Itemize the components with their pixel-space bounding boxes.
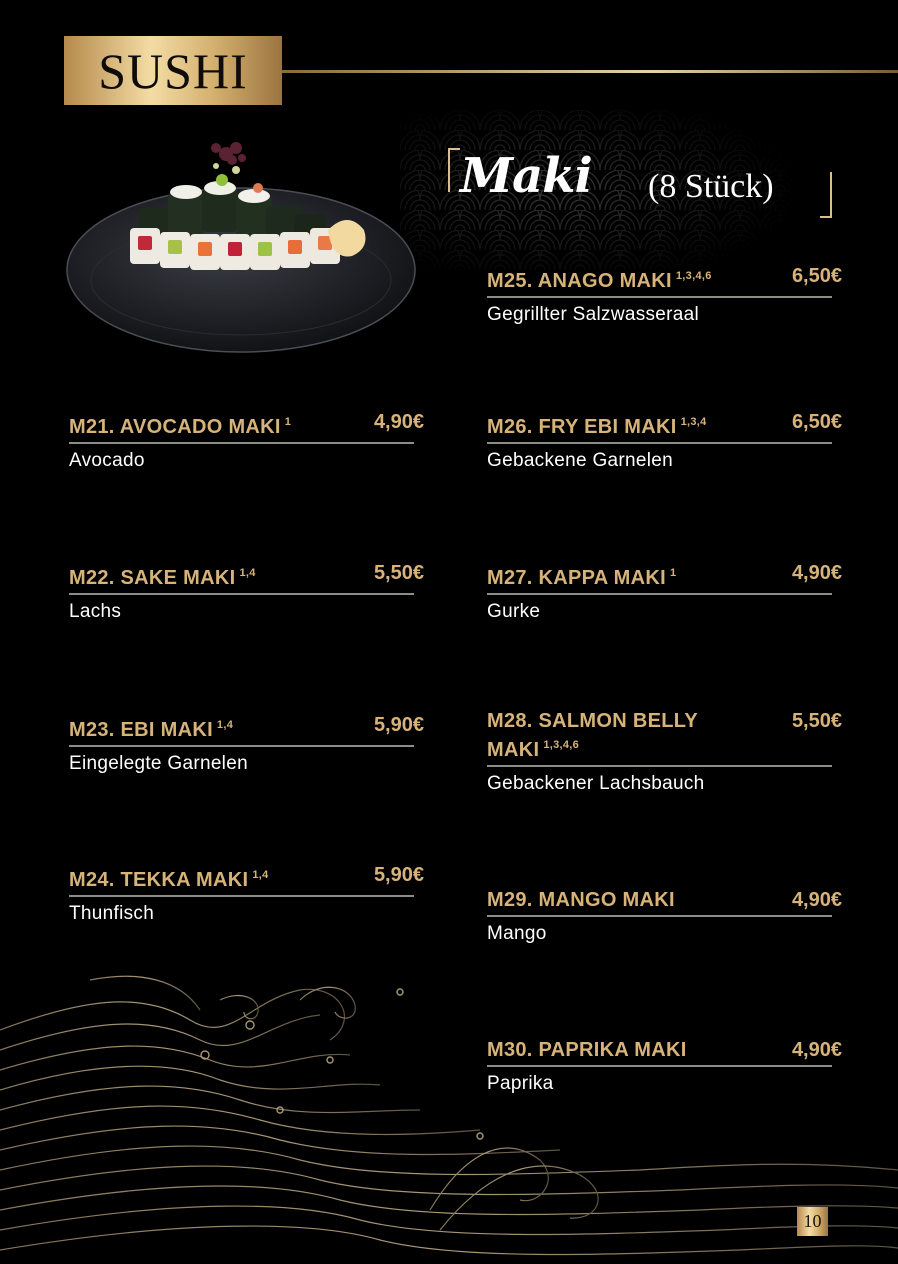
menu-item xyxy=(69,713,424,775)
menu-item-header xyxy=(487,1038,842,1067)
menu-item-price: 4,90€ xyxy=(791,1039,842,1061)
heading-subtitle: (8 Stück) xyxy=(648,168,774,205)
allergen-codes: 1 xyxy=(284,416,292,428)
menu-item-name: M25. ANAGO MAKI $^{1,3,4,6}$ xyxy=(487,270,712,292)
menu-item-name: M30. PAPRIKA MAKI xyxy=(487,1039,687,1061)
menu-item-price: 5,50€ xyxy=(791,710,842,732)
section-title-badge xyxy=(64,36,282,105)
menu-item-price: 6,50€ xyxy=(791,265,842,287)
page-number: 10 xyxy=(797,1207,828,1236)
menu-item-header xyxy=(487,410,842,444)
heading-bracket-left xyxy=(448,148,460,192)
maki-plate-image xyxy=(66,130,416,355)
menu-item-name: M24. TEKKA MAKI $^{1,4}$ xyxy=(69,869,269,891)
menu-item-header xyxy=(487,888,842,917)
menu-item xyxy=(487,410,842,472)
menu-item-description: Lachs xyxy=(69,601,122,622)
menu-item-description: Eingelegte Garnelen xyxy=(69,753,248,774)
menu-item-price: 4,90€ xyxy=(791,562,842,584)
allergen-codes: 1,3,4,6 xyxy=(675,270,712,282)
menu-item-price: 4,90€ xyxy=(791,889,842,911)
menu-item-description: Gurke xyxy=(487,601,541,622)
heading-bracket-right xyxy=(820,172,832,218)
menu-item-name: M22. SAKE MAKI $^{1,4}$ xyxy=(69,567,256,589)
menu-item xyxy=(487,888,842,945)
menu-item-header xyxy=(487,709,842,767)
section-heading xyxy=(448,148,832,218)
menu-item-description: Gebackener Lachsbauch xyxy=(487,773,705,794)
menu-item-name: M27. KAPPA MAKI $^1$ xyxy=(487,567,677,589)
allergen-codes: 1,3,4,6 xyxy=(543,739,580,751)
menu-item-name: M23. EBI MAKI $^{1,4}$ xyxy=(69,719,234,741)
allergen-codes: 1 xyxy=(669,567,677,579)
menu-item-header xyxy=(69,713,424,747)
menu-item-header xyxy=(487,561,842,595)
menu-item-header xyxy=(69,863,424,897)
menu-item xyxy=(69,410,424,472)
menu-item-description: Gebackene Garnelen xyxy=(487,450,674,471)
menu-item-price: 6,50€ xyxy=(791,411,842,433)
ocean-waves-decoration xyxy=(0,960,898,1264)
menu-item-description: Mango xyxy=(487,923,547,944)
allergen-codes: 1,3,4 xyxy=(680,416,707,428)
menu-item-description: Paprika xyxy=(487,1073,554,1094)
page-title: SUSHI xyxy=(98,42,248,99)
menu-item-header xyxy=(69,410,424,444)
menu-item-description: Avocado xyxy=(69,450,145,471)
menu-item-header xyxy=(487,264,842,298)
menu-item-description: Gegrillter Salzwasseraal xyxy=(487,304,700,325)
menu-item-price: 5,50€ xyxy=(373,562,424,584)
menu-item-header xyxy=(69,561,424,595)
menu-item-name: M28. SALMON BELLY MAKI $^{1,3,4,6}$ xyxy=(487,710,699,761)
menu-item-description: Thunfisch xyxy=(69,903,155,924)
allergen-codes: 1,4 xyxy=(239,567,256,579)
menu-item xyxy=(69,561,424,623)
menu-item xyxy=(487,264,842,326)
header-divider xyxy=(282,70,898,73)
menu-item-price: 5,90€ xyxy=(373,714,424,736)
menu-item-name: M21. AVOCADO MAKI $^1$ xyxy=(69,416,292,438)
menu-item xyxy=(487,1038,842,1095)
menu-item xyxy=(487,709,842,795)
heading-script-title: Maki xyxy=(460,148,592,204)
menu-item-name: M29. MANGO MAKI xyxy=(487,889,675,911)
menu-item xyxy=(487,561,842,623)
allergen-codes: 1,4 xyxy=(216,719,234,731)
allergen-codes: 1,4 xyxy=(252,869,269,881)
menu-item-price: 4,90€ xyxy=(373,411,424,433)
menu-item-price: 5,90€ xyxy=(373,864,424,886)
menu-item xyxy=(69,863,424,925)
menu-item-name: M26. FRY EBI MAKI $^{1,3,4}$ xyxy=(487,416,707,438)
